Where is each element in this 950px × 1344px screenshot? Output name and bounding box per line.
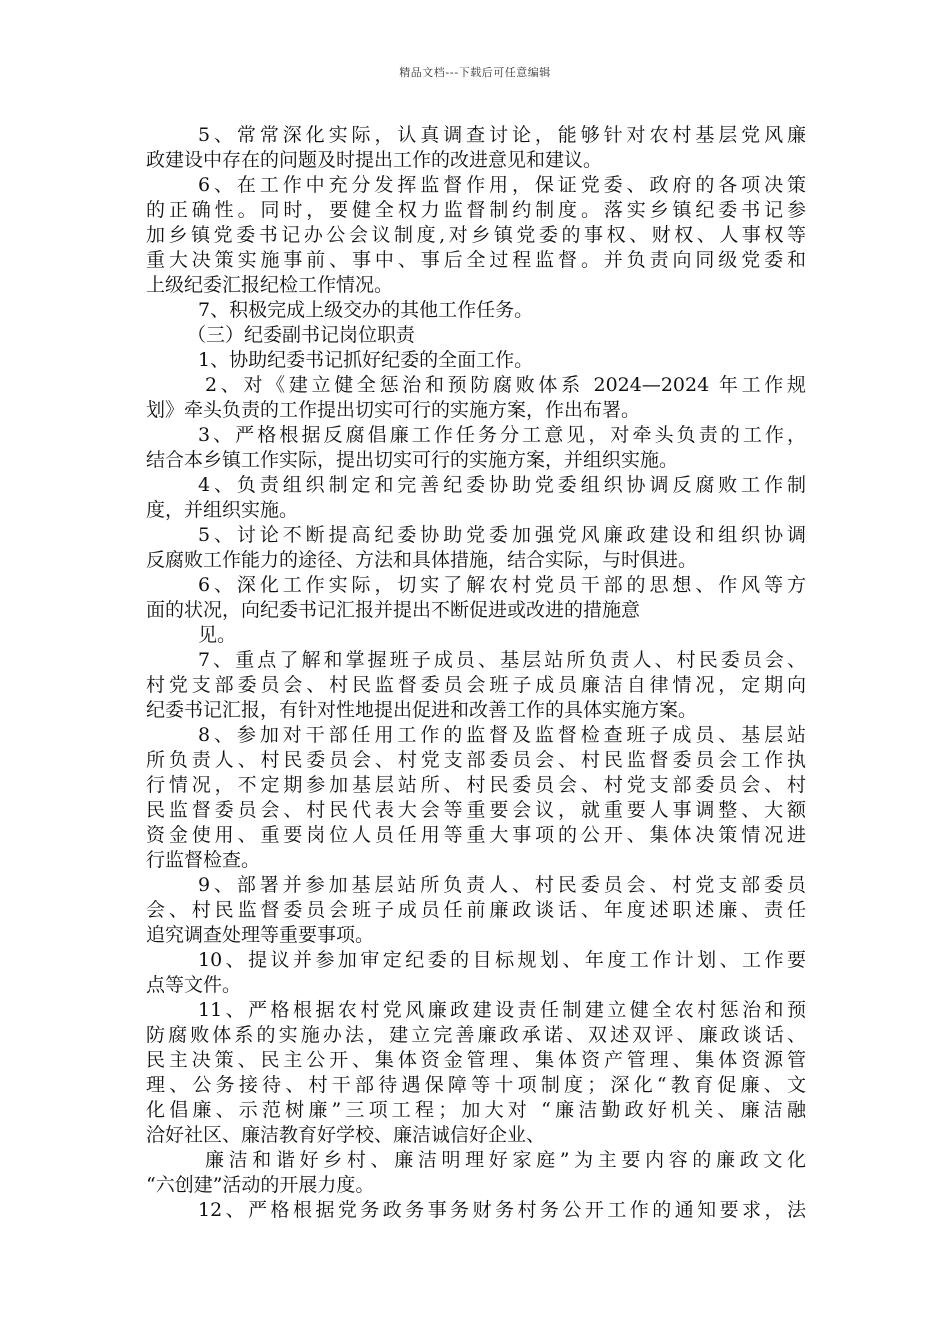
text-line: 6、深化工作实际，切实了解农村党员干部的思想、作风等方: [198, 574, 806, 596]
text-line: 加乡镇党委书记办公会议制度,对乡镇党委的事权、财权、人事权等: [146, 224, 806, 246]
text-line: 民主决策、民主公开、集体资金管理、集体资产管理、集体资源管: [146, 1049, 806, 1071]
text-line: 上级纪委汇报纪检工作情况。: [146, 274, 394, 296]
text-line: 4、负责组织制定和完善纪委协助党委组织协调反腐败工作制: [198, 474, 806, 496]
text-line: （三）纪委副书记岗位职责: [187, 324, 416, 346]
text-line: 反腐败工作能力的途径、方法和具体措施，结合实际，与时俱进。: [146, 549, 698, 571]
text-line: 点等文件。: [146, 974, 242, 996]
text-line: 10、提议并参加审定纪委的目标规划、年度工作计划、工作要: [198, 949, 806, 971]
text-line: 所负责人、村民委员会、村党支部委员会、村民监督委员会工作执: [146, 749, 806, 771]
text-line: 1、协助纪委书记抓好纪委的全面工作。: [198, 349, 534, 371]
text-line: 政建设中存在的问题及时提出工作的改进意见和建议。: [146, 149, 603, 171]
text-line: 12、严格根据党务政务事务财务村务公开工作的通知要求，法: [198, 1199, 806, 1221]
page-header: 精品文档---下载后可任意编辑: [399, 66, 551, 79]
text-line: 7、积极完成上级交办的其他工作任务。: [198, 299, 534, 321]
text-line: 11、严格根据农村党风廉政建设责任制建立健全农村惩治和预: [198, 999, 806, 1021]
text-line: 的正确性。同时，要健全权力监督制约制度。落实乡镇纪委书记参: [146, 199, 806, 221]
document-body: [146, 123, 806, 1223]
text-line: 见。: [198, 624, 237, 646]
text-line: 5、讨论不断提高纪委协助党委加强党风廉政建设和组织协调: [198, 524, 806, 546]
text-line: 追究调查处理等重要事项。: [146, 924, 375, 946]
text-line: 防腐败体系的实施办法，建立完善廉政承诺、双述双评、廉政谈话、: [146, 1024, 806, 1046]
text-line: 民监督委员会、村民代表大会等重要会议，就重要人事调整、大额: [146, 799, 806, 821]
text-line: 7、重点了解和掌握班子成员、基层站所负责人、村民委员会、: [198, 649, 806, 671]
text-line: 资金使用、重要岗位人员任用等重大事项的公开、集体决策情况进: [146, 824, 806, 846]
text-line: 洽好社区、廉洁教育好学校、廉洁诚信好企业、: [146, 1124, 546, 1146]
text-line: 2、对《建立健全惩治和预防腐败体系 2024—2024 年工作规: [205, 374, 806, 396]
text-line: “六创建”活动的开展力度。: [146, 1174, 375, 1196]
text-line: 3、严格根据反腐倡廉工作任务分工意见，对牵头负责的工作，: [198, 424, 806, 446]
text-line: 重大决策实施事前、事中、事后全过程监督。并负责向同级党委和: [146, 249, 806, 271]
text-line: 化倡廉、示范树廉”三项工程；加大对 “廉洁勤政好机关、廉洁融: [146, 1099, 806, 1121]
text-line: 纪委书记汇报，有针对性地提出促进和改善工作的具体实施方案。: [146, 699, 698, 721]
text-line: 8、参加对干部任用工作的监督及监督检查班子成员、基层站: [198, 724, 806, 746]
text-line: 理、公务接待、村干部待遇保障等十项制度；深化“教育促廉、文: [146, 1074, 806, 1096]
text-line: 度，并组织实施。: [146, 499, 299, 521]
text-line: 面的状况，向纪委书记汇报并提出不断促进或改进的措施意: [146, 599, 641, 621]
text-line: 5、常常深化实际，认真调查讨论，能够针对农村基层党风廉: [198, 124, 806, 146]
text-line: 结合本乡镇工作实际，提出切实可行的实施方案，并组织实施。: [146, 449, 679, 471]
text-line: 行监督检查。: [146, 849, 261, 871]
text-line: 廉洁和谐好乡村、廉洁明理好家庭”为主要内容的廉政文化: [205, 1149, 806, 1171]
text-line: 行情况，不定期参加基层站所、村民委员会、村党支部委员会、村: [146, 774, 806, 796]
text-line: 6、在工作中充分发挥监督作用，保证党委、政府的各项决策: [198, 174, 806, 196]
text-line: 划》牵头负责的工作提出切实可行的实施方案，作出布署。: [146, 399, 641, 421]
text-line: 9、部署并参加基层站所负责人、村民委员会、村党支部委员: [198, 874, 806, 896]
text-line: 会、村民监督委员会班子成员任前廉政谈话、年度述职述廉、责任: [146, 899, 806, 921]
text-line: 村党支部委员会、村民监督委员会班子成员廉洁自律情况，定期向: [146, 674, 806, 696]
